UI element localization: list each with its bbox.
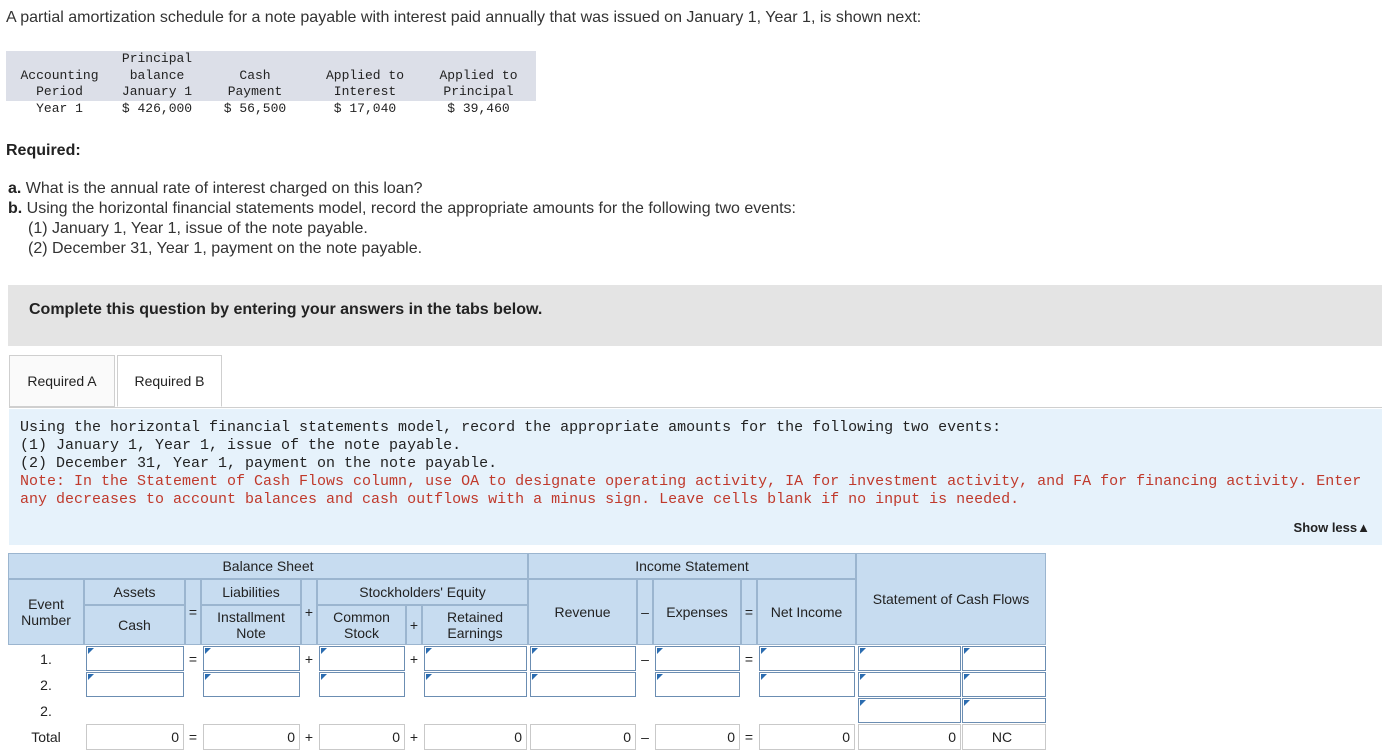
installment-note-header: Installment Note bbox=[201, 605, 301, 645]
common-stock-input-2[interactable] bbox=[319, 672, 405, 697]
event-number-header: Event Number bbox=[8, 579, 84, 645]
cash-input-1[interactable] bbox=[86, 646, 184, 671]
retained-earnings-input-1[interactable] bbox=[424, 646, 527, 671]
expenses-input-2[interactable] bbox=[655, 672, 740, 697]
cash-input-2[interactable] bbox=[86, 672, 184, 697]
cash-flow-total: 0 bbox=[858, 724, 961, 750]
cash-total: 0 bbox=[86, 724, 184, 750]
equals-operator: = bbox=[744, 651, 754, 667]
expenses-input-1[interactable] bbox=[655, 646, 740, 671]
liabilities-header: Liabilities bbox=[201, 579, 301, 605]
revenue-input-1[interactable] bbox=[530, 646, 636, 671]
equals-operator: = bbox=[741, 579, 757, 645]
question-list: a. What is the annual rate of interest charged on this loan? b. Using the horizontal financial statements model, record the appropriate amounts for the following two events: (1) January 1, Year 1, issue of the note payable. (2) December 31, Year 1, payment on the note payable. bbox=[8, 180, 796, 257]
retained-earnings-header: Retained Earnings bbox=[422, 605, 528, 645]
header-principal-balance: Principal balance January 1 bbox=[113, 51, 201, 101]
revenue-header: Revenue bbox=[528, 579, 637, 645]
equals-operator: = bbox=[744, 729, 754, 745]
retained-earnings-input-2[interactable] bbox=[424, 672, 527, 697]
note-input-2[interactable] bbox=[203, 672, 300, 697]
equity-header: Stockholders' Equity bbox=[317, 579, 528, 605]
equals-operator: = bbox=[185, 579, 201, 645]
net-income-input-1[interactable] bbox=[759, 646, 855, 671]
cash-flow-amount-input-3[interactable] bbox=[858, 698, 961, 723]
minus-operator: – bbox=[641, 651, 649, 667]
event-label: 2. bbox=[40, 677, 52, 693]
cash-flow-activity-input-2[interactable] bbox=[962, 672, 1046, 697]
revenue-input-2[interactable] bbox=[530, 672, 636, 697]
required-heading: Required: bbox=[6, 142, 81, 159]
equals-operator: = bbox=[188, 729, 198, 745]
tab-required-b[interactable]: Required B bbox=[117, 355, 222, 407]
plus-operator: + bbox=[409, 651, 419, 667]
common-stock-header: Common Stock bbox=[317, 605, 406, 645]
header-cash-payment: Cash Payment bbox=[201, 51, 309, 101]
show-less-link[interactable]: Show less▲ bbox=[1293, 520, 1370, 535]
common-stock-input-1[interactable] bbox=[319, 646, 405, 671]
header-applied-principal: Applied to Principal bbox=[421, 51, 536, 101]
table-row: Year 1 $ 426,000 $ 56,500 $ 17,040 $ 39,460 bbox=[36, 100, 510, 116]
cash-flow-activity-total: NC bbox=[962, 724, 1046, 750]
plus-operator: + bbox=[409, 729, 419, 745]
plus-operator: + bbox=[301, 579, 317, 645]
instructions-panel: Using the horizontal financial statements model, record the appropriate amounts for the following two events: (1) January 1, Year 1, issue of the note payable. (2) December 31, Year 1, payment on the note payable. Note: In the Statement of Cash Flows column, use OA to designate operating activity, IA for investment activity, and FA for financing activity. Enter any decreases to account balances and cash outflows with a minus sign. Leave cells blank if no input is needed. Show less▲ bbox=[9, 409, 1382, 545]
equals-operator: = bbox=[188, 651, 198, 667]
cash-flow-amount-input-1[interactable] bbox=[858, 646, 961, 671]
common-stock-total: 0 bbox=[319, 724, 405, 750]
revenue-total: 0 bbox=[530, 724, 636, 750]
balance-sheet-header: Balance Sheet bbox=[8, 553, 528, 579]
plus-operator: + bbox=[406, 605, 422, 645]
instructions-note: Note: In the Statement of Cash Flows column, use OA to designate operating activity, IA for investment activity, and FA for financing activity. Enter any decreases to account balances and cash outflows with a minus sign. Leave cells blank if no input is needed. bbox=[20, 473, 1362, 508]
tab-required-a[interactable]: Required A bbox=[9, 355, 115, 407]
intro-text: A partial amortization schedule for a note payable with interest paid annually that was issued on January 1, Year 1, is shown next: bbox=[6, 9, 922, 26]
tab-divider bbox=[9, 407, 1382, 408]
net-income-total: 0 bbox=[759, 724, 855, 750]
expenses-total: 0 bbox=[655, 724, 740, 750]
amortization-table bbox=[6, 51, 536, 117]
note-input-1[interactable] bbox=[203, 646, 300, 671]
minus-operator: – bbox=[641, 729, 649, 745]
event-label: 1. bbox=[40, 651, 52, 667]
total-label: Total bbox=[31, 729, 61, 745]
minus-operator: – bbox=[637, 579, 653, 645]
header-accounting-period: Accounting Period bbox=[6, 51, 113, 101]
net-income-header: Net Income bbox=[757, 579, 856, 645]
cash-flow-activity-input-1[interactable] bbox=[962, 646, 1046, 671]
expenses-header: Expenses bbox=[653, 579, 741, 645]
retained-earnings-total: 0 bbox=[424, 724, 527, 750]
plus-operator: + bbox=[304, 651, 314, 667]
instruction-banner: Complete this question by entering your answers in the tabs below. bbox=[8, 285, 1382, 346]
cash-flow-amount-input-2[interactable] bbox=[858, 672, 961, 697]
net-income-input-2[interactable] bbox=[759, 672, 855, 697]
plus-operator: + bbox=[304, 729, 314, 745]
header-applied-interest: Applied to Interest bbox=[309, 51, 421, 101]
cash-header: Cash bbox=[84, 605, 185, 645]
income-statement-header: Income Statement bbox=[528, 553, 856, 579]
note-total: 0 bbox=[203, 724, 300, 750]
event-label: 2. bbox=[40, 703, 52, 719]
assets-header: Assets bbox=[84, 579, 185, 605]
cash-flow-activity-input-3[interactable] bbox=[962, 698, 1046, 723]
cash-flows-header: Statement of Cash Flows bbox=[856, 553, 1046, 645]
